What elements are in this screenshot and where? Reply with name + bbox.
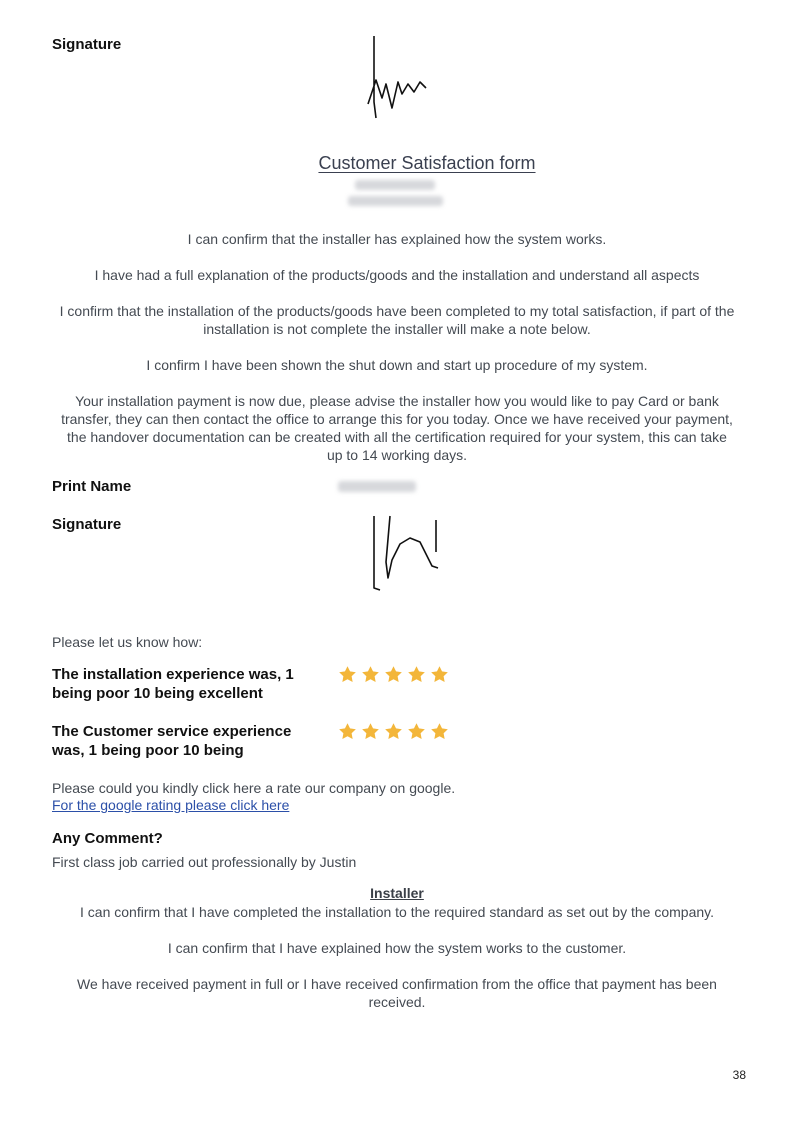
rating-customer-service-stars <box>338 722 449 741</box>
comment-text: First class job carried out professionally by Justin <box>52 854 357 870</box>
page-number: 38 <box>732 1068 746 1082</box>
statement-explained: I can confirm that the installer has explained how the system works. <box>187 231 607 247</box>
star-icon <box>384 722 403 741</box>
signature-label: Signature <box>52 516 122 533</box>
statement-payment: Your installation payment is now due, please advise the installer how you would like to pay Card or bank transfer, they can then contact the office to arrange this for you today. Once we have received your payment, the handover documentation can be created with all the certification required for your system, this can take up to 14 working days. <box>61 393 733 463</box>
redacted-name <box>355 180 435 190</box>
installer-heading: Installer <box>370 885 424 901</box>
star-icon <box>338 665 357 684</box>
feedback-intro: Please let us know how: <box>52 634 203 650</box>
print-name-label: Print Name <box>52 478 132 495</box>
customer-signature-image <box>366 512 444 594</box>
installer-statement-payment: We have received payment in full or I have received confirmation from the office that payment has been received. <box>77 976 717 1010</box>
star-icon <box>430 665 449 684</box>
google-rating-link[interactable]: For the google rating please click here <box>52 797 290 813</box>
star-icon <box>361 665 380 684</box>
top-signature-label: Signature <box>52 36 122 53</box>
star-icon <box>407 722 426 741</box>
statement-completed: I confirm that the installation of the products/goods have been completed to my total satisfaction, if part of the installation is not complete the installer will make a note below. <box>59 303 735 337</box>
google-prompt: Please could you kindly click here a rate our company on google. <box>52 780 456 796</box>
star-icon <box>430 722 449 741</box>
rating-installation-label: The installation experience was, 1 being poor 10 being excellent <box>52 666 294 702</box>
statement-shutdown: I confirm I have been shown the shut down and start up procedure of my system. <box>146 357 648 373</box>
rating-installation-stars <box>338 665 449 684</box>
star-icon <box>407 665 426 684</box>
rating-customer-service-label: The Customer service experience was, 1 being poor 10 being <box>52 723 292 759</box>
form-title: Customer Satisfaction form <box>318 153 536 173</box>
star-icon <box>338 722 357 741</box>
redacted-address <box>348 196 443 206</box>
installer-statement-explained: I can confirm that I have explained how the system works to the customer. <box>167 940 627 956</box>
star-icon <box>384 665 403 684</box>
redacted-print-name <box>338 481 416 492</box>
comment-label: Any Comment? <box>52 830 163 847</box>
installer-statement-standard: I can confirm that I have completed the installation to the required standard as set out by the company. <box>80 904 714 920</box>
statement-full-explanation: I have had a full explanation of the products/goods and the installation and understand all aspects <box>94 267 700 283</box>
star-icon <box>361 722 380 741</box>
top-signature-image <box>362 32 442 124</box>
